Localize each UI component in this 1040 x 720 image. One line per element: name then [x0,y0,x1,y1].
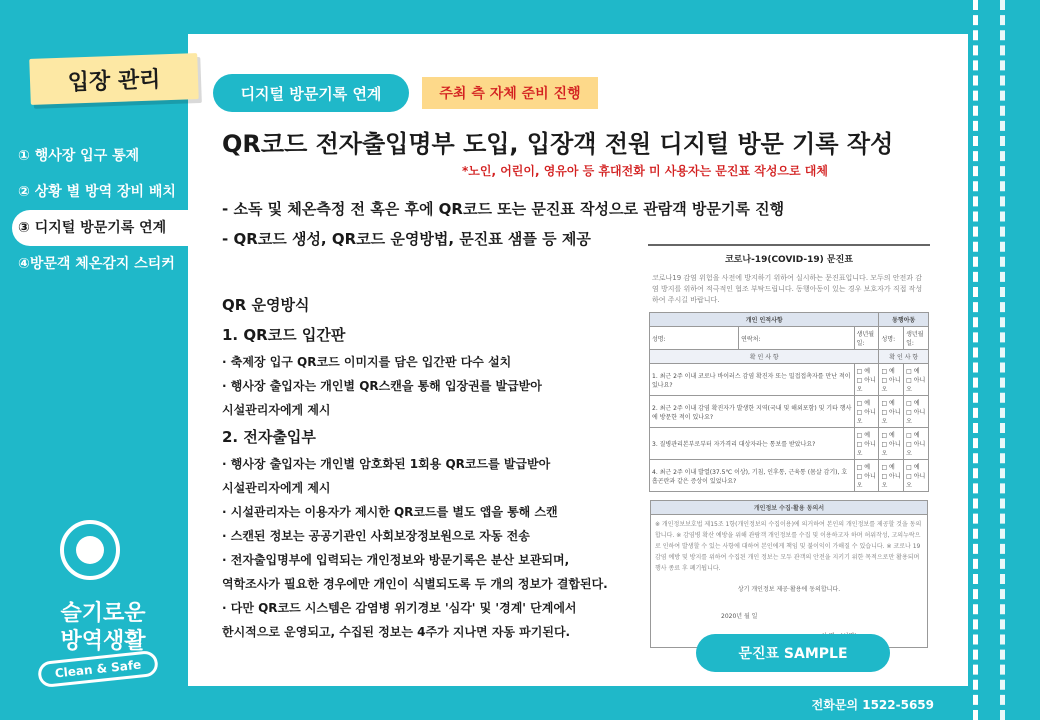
sample-button[interactable]: 문진표 SAMPLE [696,634,890,672]
question: 3. 질병관리본부로부터 자가격리 대상자라는 통보를 받았나요? [650,428,855,460]
yes-option: □ 예 [856,432,871,439]
yes-option: □ 예 [881,432,895,439]
field-phone: 연락처: [739,327,855,350]
yes-option: □ 예 [906,432,920,439]
question: 1. 최근 2주 이내 코로나 바이러스 감염 확진자 또는 밀접접촉자를 만난 적이 있나요? [650,364,855,396]
perforation-line [1000,0,1005,720]
consent-title: 개인정보 수집·활용 동의서 [651,501,927,515]
body-line: 한시적으로 운영되고, 수집된 정보는 4주가 지나면 자동 파기된다. [222,625,571,639]
no-option: □ 아니오 [856,377,876,393]
logo-line1: 슬기로운 [60,601,146,626]
no-option: □ 아니오 [881,441,901,457]
yes-option: □ 예 [906,464,920,471]
field-name: 성명: [650,327,739,350]
question: 2. 최근 2주 이내 감염 확진자가 발생한 지역(국내 및 해외포함) 및 기타 행사에 방문한 적이 있나요? [650,396,855,428]
consent-date: 2020년 월 일 [721,613,758,620]
body-line: · 시설관리자는 이용자가 제시한 QR코드를 별도 앱을 통해 스캔 [222,505,558,519]
no-option: □ 아니오 [856,409,876,425]
no-option: □ 아니오 [856,473,876,489]
form-title: 코로나-19(COVID-19) 문진표 [724,255,853,265]
organizer-tag: 주최 측 자체 준비 진행 [422,77,598,109]
sidebar-item-digital-record[interactable]: ③ 디지털 방문기록 연계 [12,210,192,246]
ticket-stub [970,0,1040,720]
body-line: 역학조사가 필요한 경우에만 개인이 식별되도록 두 개의 정보가 결합된다. [222,577,608,591]
yes-option: □ 예 [906,368,920,375]
field-child-name: 성명: [879,327,904,350]
form-table [649,312,929,492]
body-heading: QR 운영방식 [222,296,310,314]
yes-option: □ 예 [881,368,895,375]
section1-heading: 1. QR코드 입간판 [222,326,346,344]
check-header-child: 확 인 사 항 [879,350,929,364]
yes-option: □ 예 [906,400,920,407]
questionnaire-sample [648,244,930,620]
sidebar-item-equipment[interactable]: ② 상황 별 방역 장비 배치 [18,184,176,200]
no-option: □ 아니오 [881,409,901,425]
body-line: 시설관리자에게 제시 [222,481,331,495]
body-line: · 행사장 출입자는 개인별 QR스캔을 통해 입장권를 발급받아 [222,379,542,393]
form-intro: 코로나19 감염 위험을 사전에 방지하기 위하여 실시하는 문진표입니다. 모두의 안전과 감염 방지를 위하여 적극적인 협조 부탁드립니다. 동행아동이 있는 경우 보호자가 직접 작성하여 주시길 바랍니다. [652,274,923,304]
col-personal: 개인 인적사항 [650,313,879,327]
body-line: · 축제장 입구 QR코드 이미지를 담은 입간판 다수 설치 [222,355,512,369]
no-option: □ 아니오 [856,441,876,457]
no-option: □ 아니오 [881,473,901,489]
contact-phone: 전화문의 1522-5659 [811,698,934,712]
sidebar-menu [12,138,192,282]
check-header: 확 인 사 항 [650,350,879,364]
body-line: · 다만 QR코드 시스템은 감염병 위기경보 '심각' 및 '경계' 단계에서 [222,601,577,615]
yes-option: □ 예 [856,368,871,375]
yes-option: □ 예 [856,400,871,407]
no-option: □ 아니오 [906,441,926,457]
yes-option: □ 예 [881,400,895,407]
no-option: □ 아니오 [881,377,901,393]
consent-agree: 상기 개인정보 제공·활용에 동의합니다. [737,586,841,593]
no-option: □ 아니오 [906,409,926,425]
bullet-item: - 소독 및 체온측정 전 혹은 후에 QR코드 또는 문진표 작성으로 관람객 방문기록 진행 [222,200,785,218]
yes-option: □ 예 [856,464,871,471]
logo-line2: 방역생활 [60,629,146,654]
field-dob: 생년월일: [854,327,879,350]
campaign-logo [28,514,178,694]
logo-ribbon: Clean & Safe [37,650,159,688]
col-child: 동행아동 [879,313,929,327]
sidebar-item-sticker[interactable]: ④방문객 체온감지 스티커 [18,256,175,272]
face-icon [76,536,104,564]
subnote: *노인, 어린이, 영유아 등 휴대전화 미 사용자는 문진표 작성으로 대체 [462,164,828,178]
body-line: 시설관리자에게 제시 [222,403,331,417]
operation-description [222,290,642,644]
section-title: 입장 관리 [29,53,199,105]
body-line: · 행사장 출입자는 개인별 암호화된 1회용 QR코드를 발급받아 [222,457,551,471]
perforation-line [973,0,978,720]
topic-pill: 디지털 방문기록 연계 [213,74,409,112]
sidebar-item-entrance-control[interactable]: ① 행사장 입구 통제 [18,148,140,164]
page-title: QR코드 전자출입명부 도입, 입장객 전원 디지털 방문 기록 작성 [222,130,894,158]
no-option: □ 아니오 [906,473,926,489]
body-line: · 스캔된 정보는 공공기관인 사회보장정보원으로 자동 전송 [222,529,530,543]
no-option: □ 아니오 [906,377,926,393]
bullet-item: - QR코드 생성, QR코드 운영방법, 문진표 샘플 등 제공 [222,230,591,248]
consent-text: ※ 개인정보보호법 제15조 1항(개인정보의 수집이용)에 의거하여 본인의 개인정보를 제공할 것을 동의합니다. ※ 감염병 확산 예방을 위해 관람객 개인정보를 수집 및 이용하고자 하며 허위작성, 고의누락으로 인하여 발생할 수 있는 사항에 대하여 본인에게 책임 및 불이익이 가해질 수 있습니다. ※ 코로나 19감염 예방 및 방지를 위하여 수집된 개인 정보는 모두 관객의 안전을 지키기 위한 목적으로만 활용되며 행사 종료 후 폐기됩니다. [655,521,922,572]
consent-box [650,500,928,648]
field-child-dob: 생년월일: [904,327,929,350]
yes-option: □ 예 [881,464,895,471]
question: 4. 최근 2주 이내 발열(37.5℃ 이상), 기침, 인후통, 근육통 (몸살 감기), 호흡곤란과 같은 증상이 있었나요? [650,460,855,492]
section2-heading: 2. 전자출입부 [222,428,316,446]
body-line: · 전자출입명부에 입력되는 개인정보와 방문기록은 분산 보관되며, [222,553,570,567]
